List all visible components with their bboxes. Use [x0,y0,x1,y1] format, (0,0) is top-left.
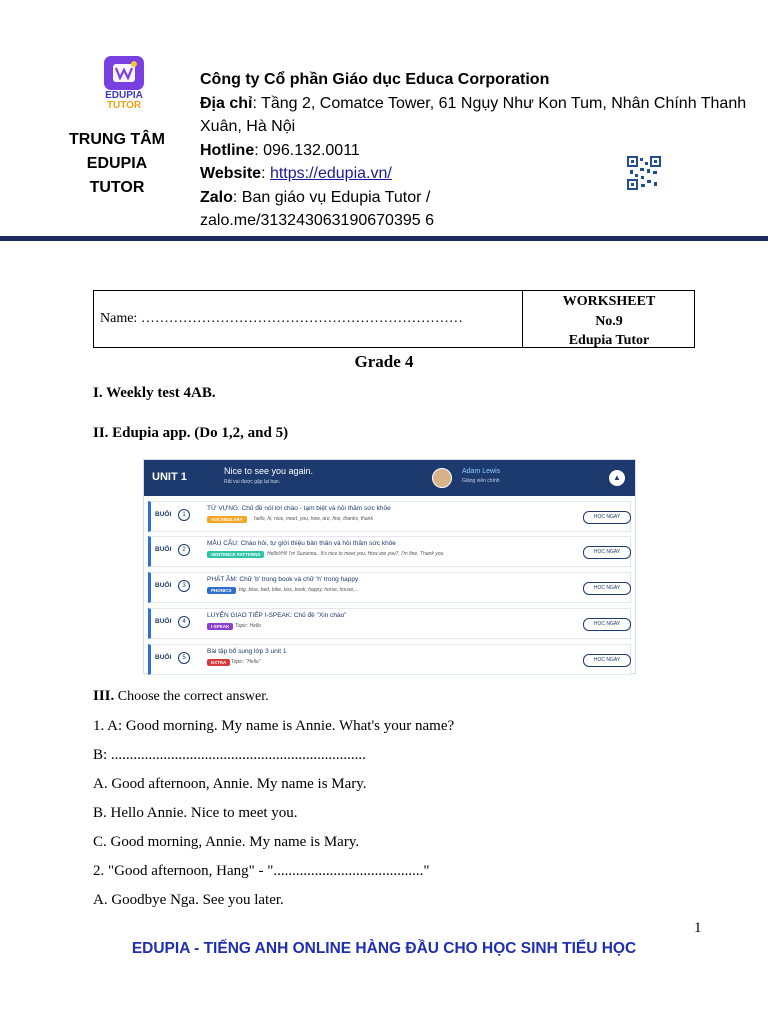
question-line: C. Good morning, Annie. My name is Mary. [93,834,360,850]
session-number: 2 [178,544,190,556]
edupia-app-panel [143,459,636,674]
session-title: Bài tập bổ sung lớp 3 unit 1 [207,648,287,655]
teacher-name: Adam Lewis [462,468,501,475]
session-row [148,608,631,639]
session-number: 1 [178,509,190,521]
learn-now-button[interactable]: HỌC NGAY [583,546,631,559]
session-desc: big, blue, bed, bike, box, book, happy, horse, house,... [239,587,359,593]
center-name: TRUNG TÂM EDUPIA TUTOR [69,131,165,196]
table-divider [522,291,523,347]
question-line: A. Good afternoon, Annie. My name is Mary. [93,776,367,792]
company-website: Website: https://edupia.vn/ [200,165,392,182]
session-tag: EXTRA [207,659,230,666]
question-line: B. Hello Annie. Nice to meet you. [93,805,298,821]
company-info [200,68,760,233]
teacher-role: Giảng viên chính [462,478,500,484]
learn-now-button[interactable]: HỌC NGAY [583,582,631,595]
greeting-sub: Rất vui được gặp lại bạn. [224,479,281,485]
session-label: BUỔI [155,546,172,553]
session-desc: Topic: Hello [235,623,261,629]
worksheet-title: WORKSHEET No.9 Edupia Tutor [562,294,656,348]
learn-now-button[interactable]: HỌC NGAY [583,618,631,631]
company-name: Công ty Cổ phần Giáo dục Educa Corporation [200,71,550,88]
session-title: PHÁT ÂM: Chữ 'b' trong book và chữ 'h' trong happy [207,576,359,583]
session-label: BUỔI [155,654,172,661]
learn-now-button[interactable]: HỌC NGAY [583,511,631,524]
question-line: A. Goodbye Nga. See you later. [93,892,284,908]
grade-heading: Grade 4 [354,352,414,371]
footer-slogan: EDUPIA - TIẾNG ANH ONLINE HÀNG ĐẦU CHO HỌC SINH TIỂU HỌC [131,940,637,957]
name-field: Name: …………………………………………………………… [100,311,463,326]
session-tag: VOCABULARY [207,516,247,523]
greeting: Nice to see you again. [224,466,314,476]
session-row [148,536,631,567]
page-number: 1 [694,920,702,936]
question-line: 2. "Good afternoon, Hang" - "........................................" [93,863,430,879]
session-tag: PHONICS [207,587,236,594]
session-number: 4 [178,616,190,628]
company-hotline: Hotline: 096.132.0011 [200,141,360,159]
session-tag: SENTENCE PATTERNS [207,551,264,558]
session-number: 3 [178,580,190,592]
website-link[interactable]: https://edupia.vn/ [269,165,392,182]
logo-text-tutor: TUTOR [106,100,142,111]
session-title: TỪ VỰNG: Chủ đề nói lời chào - tạm biệt và hỏi thăm sức khỏe [207,505,391,512]
session-label: BUỔI [155,582,172,589]
session-desc: Hello!/Hi! I'm Suzanna., It's nice to meet you, How are you?, I'm fine. Thank you. [267,551,445,557]
logo-text-edupia: EDUPIA [105,90,143,101]
session-row [148,644,631,675]
session-row [148,572,631,603]
question-line: B: .................................................................... [93,747,366,763]
session-row [148,501,631,532]
session-number: 5 [178,652,190,664]
session-label: BUỔI [155,511,172,518]
session-desc: Topic: "Hello" [231,659,261,665]
unit-title: UNIT 1 [152,471,187,483]
chevron-up-icon[interactable]: ▲ [609,470,625,486]
logo-icon [104,56,144,90]
teacher-avatar [432,468,452,488]
session-tag: I-SPEAK [207,623,233,630]
session-desc: hello, hi, nice, meet, you, how, are, fine, thanks, thank [254,516,373,522]
section-edupia-app: II. Edupia app. (Do 1,2, and 5) [93,425,289,441]
company-zalo: Zalo: Ban giáo vụ Edupia Tutor / zalo.me/313243063190670395 6 [200,188,434,229]
section-choose-answer: III. Choose the correct answer. [93,688,269,704]
learn-now-button[interactable]: HỌC NGAY [583,654,631,667]
app-header [144,460,635,496]
header-divider [0,236,768,241]
question-line: 1. A: Good morning. My name is Annie. What's your name? [93,718,455,734]
session-title: MẪU CÂU: Chào hỏi, tự giới thiệu bản thân và hỏi thăm sức khỏe [207,540,396,547]
company-address: Địa chỉ: Tầng 2, Comatce Tower, 61 Ngụy Như Kon Tum, Nhân Chính Thanh Xuân, Hà Nội [200,94,747,135]
qr-code-icon [627,156,661,190]
session-title: LUYỆN GIAO TIẾP I-SPEAK: Chủ đề "Xin chào" [207,612,347,619]
edupia-logo [104,56,144,116]
section-weekly-test: I. Weekly test 4AB. [93,385,216,401]
session-label: BUỔI [155,618,172,625]
name-worksheet-table [93,290,695,348]
